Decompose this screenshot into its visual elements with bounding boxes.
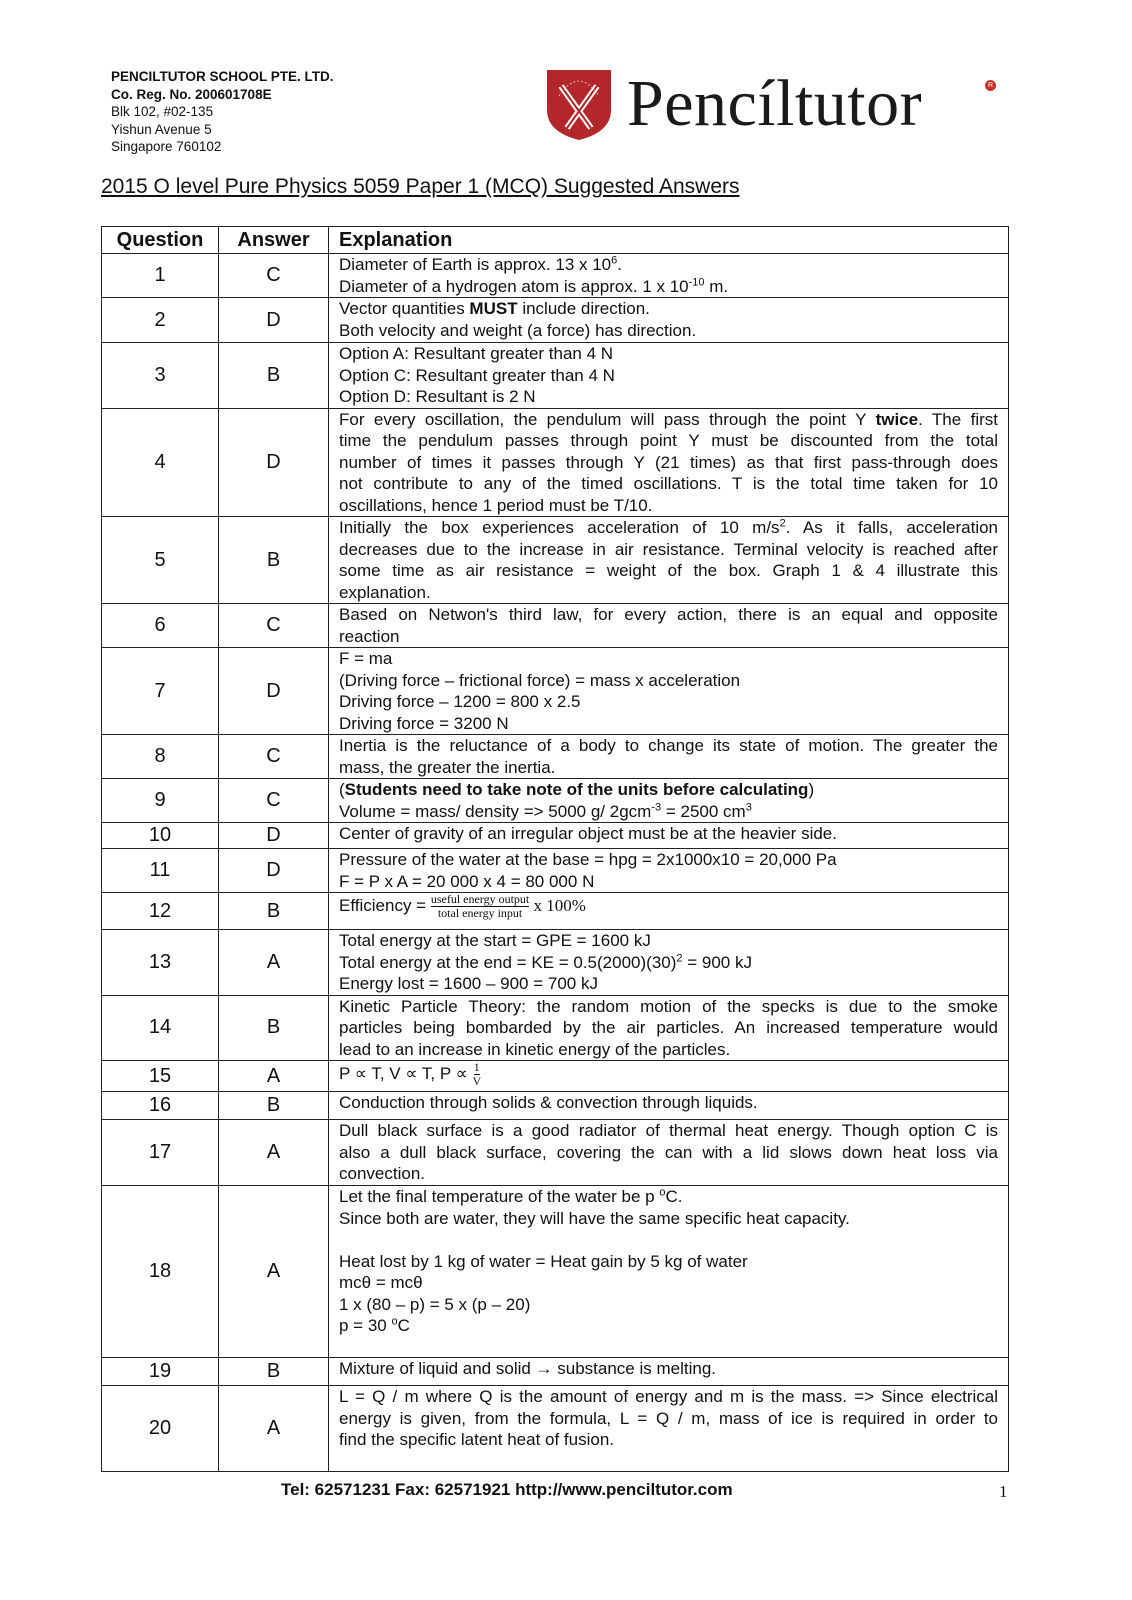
explanation: [329, 1092, 1009, 1120]
bold-text: Students need to take note of the units before calculating: [344, 780, 809, 799]
explanation-line: [339, 343, 998, 365]
explanation-line: [339, 1315, 998, 1337]
explanation-line: [339, 626, 998, 648]
answer-letter: B: [219, 995, 329, 1061]
explanation-line: [339, 1092, 998, 1114]
bold-text: MUST: [469, 299, 518, 318]
answer-letter: C: [219, 735, 329, 779]
explanation-line: [339, 320, 998, 342]
text: Heat lost by 1 kg of water = Heat gain by 5 kg of water: [339, 1251, 748, 1271]
text: (: [339, 780, 345, 799]
company-name: PENCILTUTOR SCHOOL PTE. LTD.: [111, 69, 334, 84]
explanation-line: [339, 735, 998, 757]
text: lead to an increase in kinetic energy of the particles.: [339, 1039, 731, 1059]
text: explanation.: [339, 582, 431, 602]
explanation-line: [339, 871, 998, 893]
text: Total energy at the end = KE = 0.5(2000)(30): [339, 952, 677, 972]
explanation-line: [339, 849, 998, 871]
answer-letter: B: [219, 1092, 329, 1120]
superscript: 6: [611, 254, 618, 267]
explanation-line: [339, 1061, 998, 1088]
text: L = Q / m where Q is the amount of energy and m is the mass. => Since electrical: [339, 1387, 998, 1406]
question-number: 1: [102, 254, 219, 298]
text: mcθ = mcθ: [339, 1273, 423, 1292]
explanation-line: [339, 1142, 998, 1164]
text: Total energy at the start = GPE = 1600 kJ: [339, 931, 651, 950]
text: some time as air resistance = weight of the box. Graph 1 & 4 illustrate this: [339, 561, 998, 580]
explanation: [329, 408, 1009, 517]
footer-contact: Tel: 62571231 Fax: 62571921 http://www.penciltutor.com: [281, 1480, 733, 1499]
text: C: [397, 1316, 410, 1335]
answer-letter: A: [219, 1120, 329, 1186]
header-answer: Answer: [219, 227, 329, 254]
explanation-line: [339, 604, 998, 626]
shield-pencils-icon: [543, 66, 615, 142]
explanation-line: [339, 430, 998, 452]
table-row: [102, 1092, 1009, 1120]
explanation: [329, 343, 1009, 409]
table-row: [102, 779, 1009, 823]
table-row: [102, 930, 1009, 996]
denominator: total energy input: [437, 906, 523, 920]
text: reaction: [339, 626, 400, 646]
text: decreases due to the increase in air resistance. Terminal velocity is reached after: [339, 539, 998, 559]
superscript: 2: [779, 517, 786, 530]
explanation-line: [339, 893, 998, 920]
text: particles being bombarded by the air particles. An increased temperature would: [339, 1018, 998, 1037]
question-number: 19: [102, 1358, 219, 1386]
table-row: [102, 1386, 1009, 1472]
header-explanation: Explanation: [329, 227, 1009, 254]
text: ): [808, 780, 815, 799]
text: Diameter of a hydrogen atom is approx. 1 x 10: [339, 276, 689, 296]
text: energy is given, from the formula, L = Q / m, mass of ice is required in order to: [339, 1408, 998, 1428]
table-row: [102, 735, 1009, 779]
question-number: 8: [102, 735, 219, 779]
text: Center of gravity of an irregular object must be at the heavier side.: [339, 824, 837, 843]
superscript: o: [659, 1186, 666, 1199]
text: also a dull black surface, covering the can with a lid slows down heat loss via: [339, 1142, 998, 1162]
text: Option D: Resultant is 2 N: [339, 387, 536, 406]
text: .: [617, 255, 622, 274]
text: For every oscillation, the pendulum will pass through the point Y: [339, 409, 876, 429]
explanation-line: [339, 539, 998, 561]
explanation: [329, 849, 1009, 893]
question-number: 17: [102, 1120, 219, 1186]
explanation-line: [339, 254, 998, 276]
text: find the specific latent heat of fusion.: [339, 1430, 615, 1449]
explanation-line: [339, 1251, 998, 1273]
table-row: [102, 408, 1009, 517]
text: Pressure of the water at the base = hpg = 2x1000x10 = 20,000 Pa: [339, 850, 837, 869]
table-row: [102, 648, 1009, 735]
question-number: 15: [102, 1061, 219, 1092]
text: = 2500 cm: [661, 801, 746, 821]
text: F = ma: [339, 649, 393, 668]
explanation-line: [339, 473, 998, 495]
question-number: 7: [102, 648, 219, 735]
answer-letter: D: [219, 823, 329, 849]
explanation-line: [339, 409, 998, 431]
question-number: 18: [102, 1186, 219, 1358]
answer-letter: B: [219, 893, 329, 930]
text: mass, the greater the inertia.: [339, 757, 556, 777]
text: Both velocity and weight (a force) has direction.: [339, 320, 697, 340]
company-info: [111, 68, 334, 156]
text: Driving force – 1200 = 800 x 2.5: [339, 692, 581, 711]
explanation: [329, 517, 1009, 604]
text: (Driving force – frictional force) = mass x acceleration: [339, 670, 741, 690]
explanation: [329, 930, 1009, 996]
explanation-line: [339, 560, 998, 582]
explanation-line: [339, 298, 998, 320]
explanation: [329, 1386, 1009, 1472]
table-row: [102, 1061, 1009, 1092]
explanation-line: [339, 1429, 998, 1451]
explanation-line: [339, 1017, 998, 1039]
explanation: [329, 604, 1009, 648]
text: Energy lost = 1600 – 900 = 700 kJ: [339, 974, 598, 993]
explanation-line: [339, 670, 998, 692]
explanation: [329, 298, 1009, 343]
text: Mixture of liquid and solid → substance is melting.: [339, 1359, 717, 1378]
explanation-line: [339, 823, 998, 845]
table-row: [102, 1186, 1009, 1358]
text: Based on Netwon's third law, for every action, there is an equal and opposite: [339, 605, 998, 624]
text: Conduction through solids & convection through liquids.: [339, 1093, 758, 1112]
table-header-row: [102, 227, 1009, 254]
explanation: [329, 1120, 1009, 1186]
question-number: 13: [102, 930, 219, 996]
explanation: [329, 1358, 1009, 1386]
question-number: 5: [102, 517, 219, 604]
explanation-line: [339, 757, 998, 779]
text: F = P x A = 20 000 x 4 = 80 000 N: [339, 871, 595, 891]
bold-text: twice: [875, 409, 919, 429]
answer-letter: C: [219, 604, 329, 648]
explanation-line: [339, 495, 998, 517]
fraction: [431, 893, 529, 920]
explanation-line: [339, 1039, 998, 1061]
table-row: [102, 823, 1009, 849]
registered-mark: R: [985, 80, 996, 91]
explanation-line: [339, 582, 998, 604]
explanation: [329, 779, 1009, 823]
text: Inertia is the reluctance of a body to change its state of motion. The greater the: [339, 736, 998, 755]
explanation-line: [339, 1358, 998, 1380]
answer-letter: D: [219, 298, 329, 343]
table-row: [102, 995, 1009, 1061]
explanation: [329, 1186, 1009, 1358]
text: not contribute to any of the timed oscillations. T is the total time taken for 10: [339, 474, 998, 493]
answer-letter: B: [219, 517, 329, 604]
question-number: 9: [102, 779, 219, 823]
answer-letter: D: [219, 849, 329, 893]
table-row: [102, 1358, 1009, 1386]
answer-letter: B: [219, 343, 329, 409]
explanation-line: [339, 1408, 998, 1430]
explanation-line: [339, 1208, 998, 1230]
answer-letter: B: [219, 1358, 329, 1386]
question-number: 4: [102, 408, 219, 517]
text: Dull black surface is a good radiator of thermal heat energy. Though option C is: [339, 1121, 998, 1140]
superscript: 2: [676, 951, 683, 964]
explanation-line: [339, 1229, 998, 1251]
numerator: useful energy output: [430, 892, 530, 906]
question-number: 12: [102, 893, 219, 930]
question-number: 3: [102, 343, 219, 409]
superscript: o: [391, 1315, 398, 1328]
table-row: [102, 849, 1009, 893]
table-row: [102, 517, 1009, 604]
table-row: [102, 604, 1009, 648]
explanation: [329, 648, 1009, 735]
explanation-line: [339, 930, 998, 952]
explanation-line: [339, 973, 998, 995]
explanation-line: [339, 996, 998, 1018]
table-row: [102, 893, 1009, 930]
explanation-line: [339, 952, 998, 974]
explanation-line: [339, 648, 998, 670]
address-line: Blk 102, #02-135: [111, 104, 214, 119]
address-line: Singapore 760102: [111, 139, 222, 154]
text: Volume = mass/ density => 5000 g/ 2gcm: [339, 801, 652, 821]
logo: [543, 66, 922, 142]
answer-letter: A: [219, 1186, 329, 1358]
explanation-line: [339, 691, 998, 713]
question-number: 11: [102, 849, 219, 893]
text: Let the final temperature of the water be p: [339, 1187, 660, 1206]
explanation-line: [339, 713, 998, 735]
explanation-line: [339, 365, 998, 387]
text: . As it falls, acceleration: [785, 518, 999, 537]
question-number: 6: [102, 604, 219, 648]
explanation: [329, 735, 1009, 779]
explanation-line: [339, 1120, 998, 1142]
explanation: [329, 254, 1009, 298]
text: p = 30: [339, 1316, 392, 1335]
explanation-line: [339, 386, 998, 408]
math-text: x 100%: [529, 895, 586, 915]
page-title: 2015 O level Pure Physics 5059 Paper 1 (MCQ) Suggested Answers: [101, 175, 740, 198]
text: oscillations, hence 1 period must be T/10.: [339, 495, 653, 515]
brand-name: Pencíltutor: [627, 67, 923, 140]
text: Vector quantities: [339, 299, 470, 318]
text: . The first: [918, 409, 998, 429]
table-row: [102, 1120, 1009, 1186]
explanation: [329, 823, 1009, 849]
text: Kinetic Particle Theory: the random motion of the specks is due to the smoke: [339, 996, 998, 1016]
superscript: -3: [651, 800, 662, 813]
table-row: [102, 343, 1009, 409]
question-number: 20: [102, 1386, 219, 1472]
text: convection.: [339, 1164, 425, 1183]
explanation: [329, 1061, 1009, 1092]
text: Driving force = 3200 N: [339, 713, 509, 733]
text: = 900 kJ: [682, 952, 752, 972]
text: P ∝ T, V ∝ T, P ∝: [339, 1063, 473, 1083]
text: m.: [704, 276, 729, 296]
explanation-line: [339, 801, 998, 823]
explanation-line: [339, 1272, 998, 1294]
text: number of times it passes through Y (21 times) as that first pass-through does: [339, 452, 998, 472]
text: Since both are water, they will have the same specific heat capacity.: [339, 1208, 850, 1228]
text: Diameter of Earth is approx. 13 x 10: [339, 255, 612, 274]
text: include direction.: [517, 299, 650, 318]
explanation-line: [339, 1163, 998, 1185]
answers-table: [101, 226, 1009, 1472]
text: Initially the box experiences acceleration of 10 m/s: [339, 518, 780, 537]
answer-letter: C: [219, 254, 329, 298]
text: 1 x (80 – p) = 5 x (p – 20): [339, 1294, 531, 1314]
text: Option A: Resultant greater than 4 N: [339, 344, 614, 363]
superscript: -10: [688, 275, 705, 288]
header-question: Question: [102, 227, 219, 254]
address-line: Yishun Avenue 5: [111, 121, 212, 137]
explanation-line: [339, 1386, 998, 1408]
text: C.: [665, 1187, 683, 1206]
answer-letter: A: [219, 1386, 329, 1472]
text: Option C: Resultant greater than 4 N: [339, 365, 615, 385]
text: time the pendulum passes through point Y must be discounted from the total: [339, 431, 998, 450]
fraction: [472, 1061, 481, 1088]
table-row: [102, 254, 1009, 298]
company-reg: Co. Reg. No. 200601708E: [111, 86, 272, 102]
explanation-line: [339, 276, 998, 298]
question-number: 14: [102, 995, 219, 1061]
answer-letter: D: [219, 408, 329, 517]
answer-letter: A: [219, 1061, 329, 1092]
text: Efficiency =: [339, 895, 431, 915]
question-number: 10: [102, 823, 219, 849]
superscript: 3: [745, 800, 752, 813]
denominator: V: [472, 1074, 482, 1088]
explanation: [329, 995, 1009, 1061]
explanation-line: [339, 779, 998, 801]
explanation-line: [339, 452, 998, 474]
answer-letter: A: [219, 930, 329, 996]
numerator: 1: [473, 1060, 480, 1074]
answer-letter: C: [219, 779, 329, 823]
question-number: 2: [102, 298, 219, 343]
explanation-line: [339, 1186, 998, 1208]
page-number: 1: [999, 1482, 1008, 1501]
answer-letter: D: [219, 648, 329, 735]
table-row: [102, 298, 1009, 343]
question-number: 16: [102, 1092, 219, 1120]
explanation: [329, 893, 1009, 930]
explanation-line: [339, 517, 998, 539]
explanation-line: [339, 1294, 998, 1316]
